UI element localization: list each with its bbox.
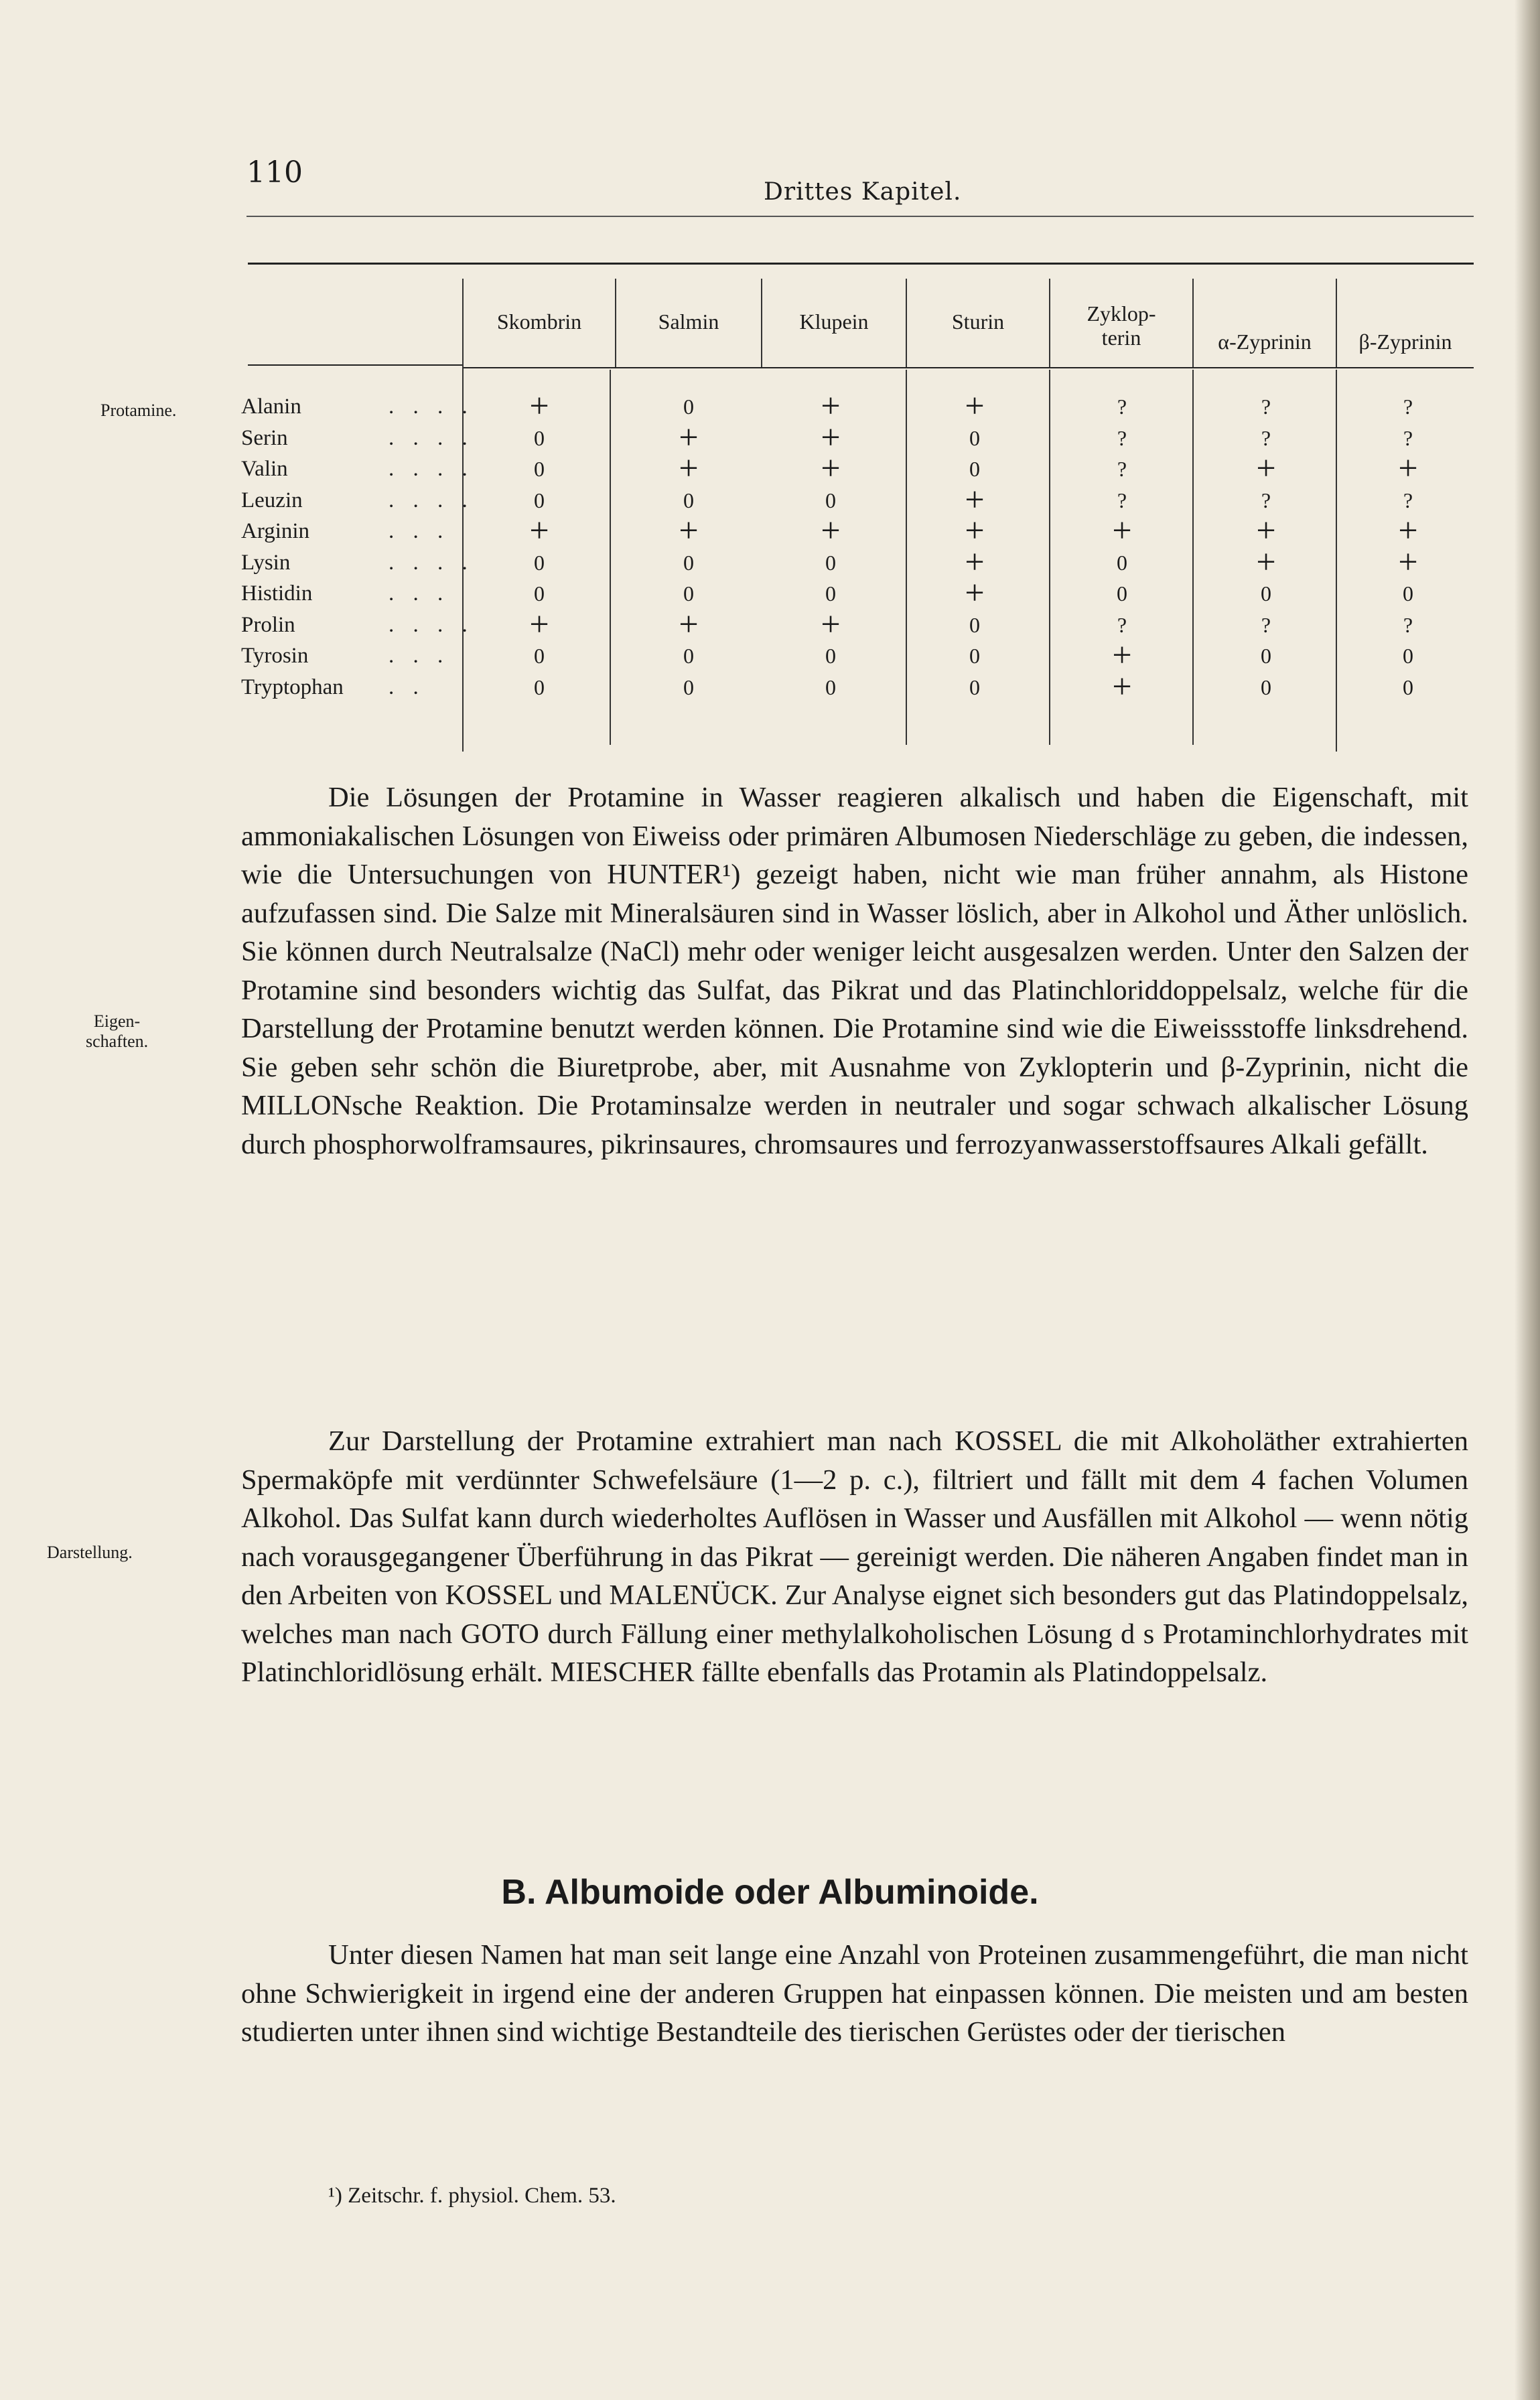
table-cell: + [529,512,549,550]
column-header: Zyklop- terin [1087,301,1156,350]
table-vline [1192,370,1194,745]
table-cell: 0 [683,581,694,606]
table-cell: + [821,387,841,425]
row-label: Arginin [241,519,310,543]
table-vline [1336,370,1337,752]
table-cell: + [1256,512,1276,550]
table-cell: 0 [1403,644,1413,668]
table-cell: + [965,512,985,550]
table-cell: 0 [534,488,545,512]
table-cell: 0 [1117,581,1127,606]
table-head-rule-left [248,364,462,366]
table-cell: + [1398,449,1418,488]
table-cell: ? [1117,425,1127,450]
table-vline [1192,279,1194,367]
row-label: Tryptophan [241,675,344,699]
column-header: Klupein [799,309,869,334]
table-vline [1336,279,1337,367]
margin-note-darstellung: Darstellung. [47,1543,133,1562]
table-cell: 0 [825,550,836,575]
table-cell: 0 [1117,550,1127,575]
table-cell: + [679,418,699,457]
table-column-beta-zyprinin [1375,391,1442,703]
table-cell: + [1112,636,1132,675]
row-label: Serin [241,425,288,450]
table-cell: 0 [534,675,545,699]
table-cell: + [965,543,985,581]
row-label: Lysin [241,550,291,575]
table-cell: 0 [825,488,836,512]
header-rule [247,216,1474,217]
table-cell: ? [1117,488,1127,512]
table-column-skombrin [506,387,573,703]
table-cell: 0 [1261,581,1271,606]
table-cell: + [1398,512,1418,550]
table-cell: 0 [534,581,545,606]
table-cell: ? [1403,425,1413,450]
row-label: Prolin [241,612,295,637]
column-header: Sturin [951,309,1005,334]
leader-dots: . . . . . . . . . . . . . . . . . . . . . . . . . . . . . . . . . . . [389,395,474,699]
table-cell: 0 [534,457,545,481]
column-header: α-Zyprinin [1218,330,1312,354]
paragraph-albumoide [241,1936,1468,2052]
row-label: Leuzin [241,488,303,512]
table-column-salmin [655,391,722,703]
table-cell: 0 [1403,675,1413,699]
table-cell: 0 [683,550,694,575]
table-head-rule [462,367,1474,368]
table-vline [610,370,611,745]
row-label: Alanin [241,395,301,419]
table-cell: 0 [825,644,836,668]
column-header: Salmin [658,309,719,334]
table-cell: + [821,449,841,488]
table-cell: ? [1403,395,1413,419]
table-cell: + [821,605,841,644]
table-cell: 0 [969,644,980,668]
table-cell: 0 [969,612,980,637]
paragraph-text: Unter diesen Namen hat man seit lange eine Anzahl von Proteinen zusammengeführt, die man nicht ohne Schwierigkeit in irgend eine der anderen Gruppen hat einpassen können. Die meisten und am besten studierten unter ihnen sind wichtige Bestandteile des tierischen Gerüstes oder der tierischen [241,1939,1468,2048]
table-cell: 0 [534,425,545,450]
row-label: Histidin [241,581,313,606]
table-cell: + [1112,667,1132,706]
table-cell: ? [1117,457,1127,481]
table-cell: 0 [534,550,545,575]
table-cell: 0 [683,644,694,668]
table-cell: + [1256,449,1276,488]
table-cell: + [821,512,841,550]
column-header: β-Zyprinin [1358,330,1452,354]
table-column-alpha-zyprinin [1233,391,1300,703]
table-cell: 0 [1403,581,1413,606]
table-cell: + [965,480,985,519]
paragraph-text: Zur Darstellung der Protamine extrahiert man nach KOSSEL die mit Alkoholäther extrahierten Spermaköpfe mit verdünnter Schwefelsäure (1—2 p. c.), filtriert und fällt mit dem 4 fachen Volumen Alkohol. Das Sulfat kann durch wiederholtes Auflösen in Wasser und Ausfällen mit Alkohol — wenn nötig nach vorausgegangener Überführung in das Pikrat — gereinigt werden. Die näheren Angaben findet man in den Arbeiten von KOSSEL und MALENÜCK. Zur Analyse eignet sich besonders gut das Platindoppelsalz, welches man nach GOTO durch Fällung einer methylalkoholischen Lösung d s Protaminchlorhydrates mit Platinchloridlösung erhält. MIESCHER fällte ebenfalls das Protamin als Platindoppelsalz. [241,1425,1468,1688]
paragraph-eigenschaften [241,778,1468,1163]
table-cell: + [679,512,699,550]
row-label: Tyrosin [241,644,309,668]
table-cell: 0 [1261,644,1271,668]
table-cell: ? [1117,612,1127,637]
table-cell: ? [1261,488,1271,512]
table-cell: ? [1403,612,1413,637]
page-number: 110 [247,155,303,190]
table-cell: 0 [683,488,694,512]
paragraph-text: Die Lösungen der Protamine in Wasser reagieren alkalisch und haben die Eigenschaft, mit ammoniakalischen Lösungen von Eiweiss oder primären Albumosen Niederschläge zu geben, die indessen, wie die Untersuchungen von HUNTER¹) gezeigt haben, nicht wie man früher annahm, als Histone aufzufassen sind. Die Salze mit Mineralsäuren sind in Wasser löslich, aber in Alkohol und Äther unlöslich. Sie können durch Neutralsalze (NaCl) mehr oder weniger leicht ausgesalzen werden. Unter den Salzen der Protamine sind besonders wichtig das Sulfat, das Pikrat und das Platinchloriddoppelsalz, welche für die Darstellung der Protamine benutzt werden können. Die Protamine sind wie die Eiweissstoffe linksdrehend. Sie geben sehr schön die Biuretprobe, aber, mit Ausnahme von Zyklopterin und β-Zyprinin, nicht die MILLONsche Reaktion. Die Protaminsalze werden in neutraler und sogar schwach alkalischer Lösung durch phosphorwolframsaures, pikrinsaures, chromsaures und ferrozyanwasserstoffsaures Alkali gefällt. [241,782,1468,1160]
table-cell: 0 [534,644,545,668]
table-vline [906,370,907,745]
table-cell: + [965,387,985,425]
table-cell: + [529,605,549,644]
footnote: ¹) Zeitschr. f. physiol. Chem. 53. [328,2184,616,2208]
table-cell: + [1398,543,1418,581]
table-cell: ? [1117,395,1127,419]
margin-note-eigenschaften: Eigen- schaften. [86,1011,149,1051]
table-cell: 0 [969,425,980,450]
running-head: Drittes Kapitel. [764,178,962,206]
table-cell: ? [1261,612,1271,637]
table-column-klupein [797,387,864,703]
table-cell: 0 [969,675,980,699]
page-edge-shadow [1515,0,1540,2400]
table-cell: + [965,574,985,612]
column-header: Skombrin [496,309,582,334]
table-column-sturin [941,387,1008,703]
table-cell: + [529,387,549,425]
table-cell: + [679,449,699,488]
table-cell: 0 [969,457,980,481]
table-cell: 0 [683,675,694,699]
table-cell: + [1256,543,1276,581]
table-top-rule [248,263,1474,265]
table-side-label: Protamine. [100,401,177,420]
table-cell: ? [1403,488,1413,512]
table-cell: ? [1261,395,1271,419]
table-cell: ? [1261,425,1271,450]
table-vline [1049,370,1050,745]
row-label: Valin [241,457,288,481]
table-cell: 0 [683,395,694,419]
table-cell: 0 [1261,675,1271,699]
table-cell: + [821,418,841,457]
table-row-labels [241,391,344,703]
table-cell: + [1112,512,1132,550]
section-title: B. Albumoide oder Albuminoide. [501,1873,1039,1912]
paragraph-darstellung [241,1422,1468,1692]
table-column-zyklopterin [1089,391,1156,706]
table-cell: 0 [825,581,836,606]
table-cell: 0 [825,675,836,699]
table-cell: + [679,605,699,644]
